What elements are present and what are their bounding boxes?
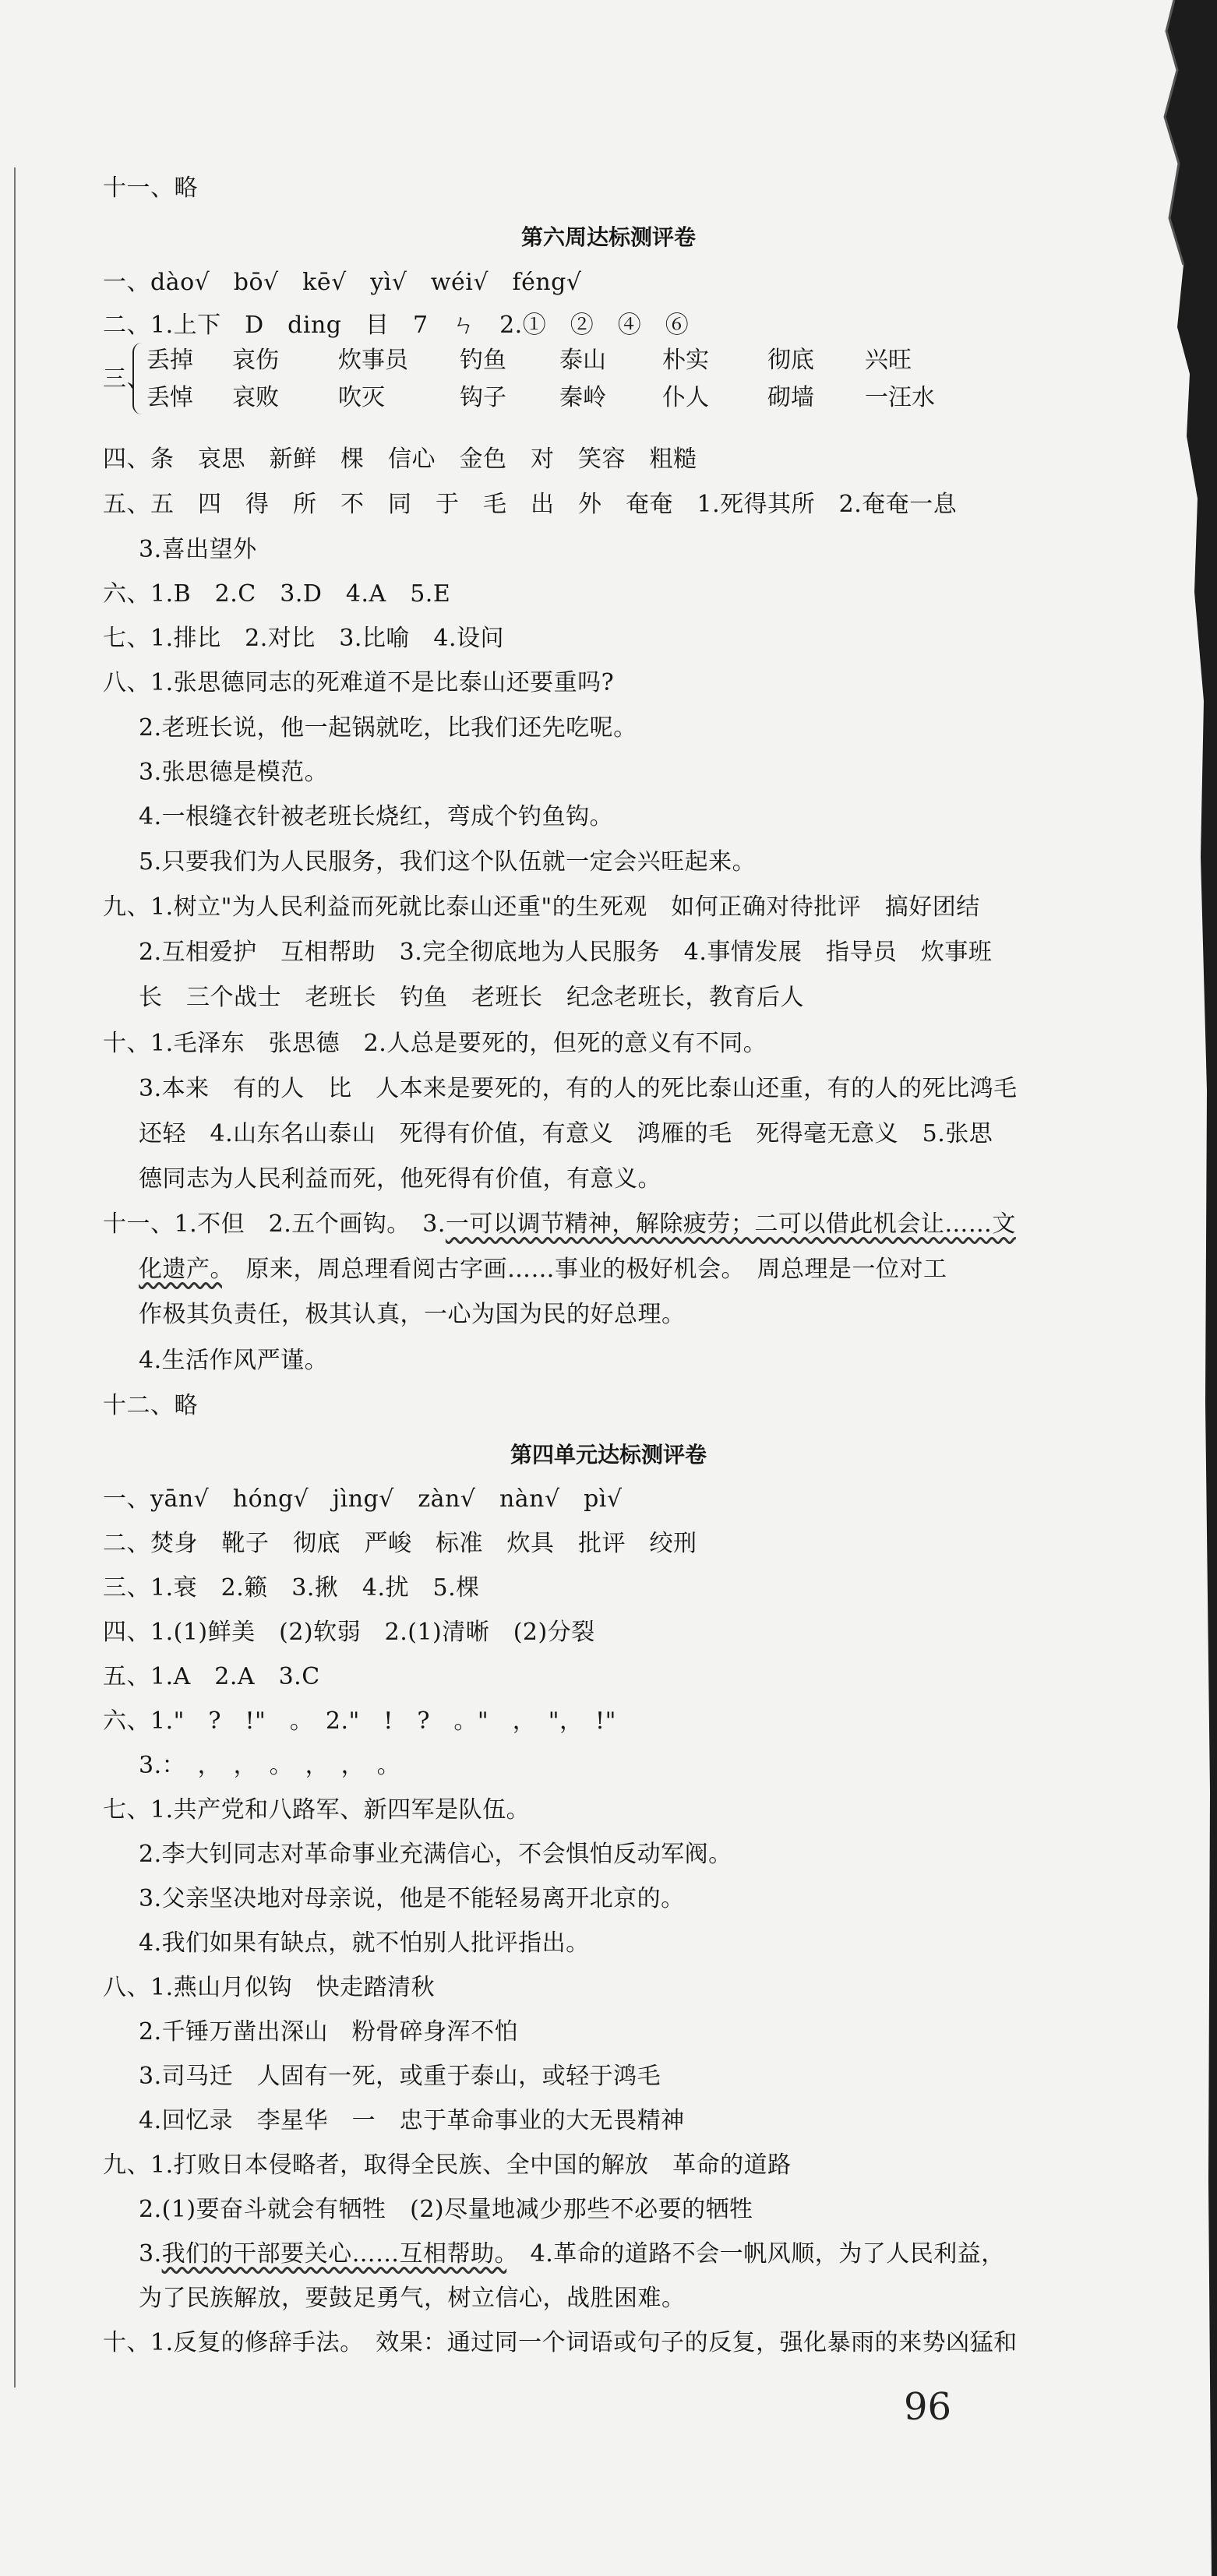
answer-line: 3.本来 有的人 比 人本来是要死的，有的人的死比泰山还重，有的人的死比鸿毛	[139, 1075, 1018, 1102]
word-pair-top: 彻底	[767, 347, 814, 374]
answer-line: 2.李大钊同志对革命事业充满信心，不会惧怕反动军阀。	[139, 1841, 732, 1868]
word-pair-top: 钓鱼	[460, 347, 506, 374]
answer-line: 六、1." ? !" 。 2." ! ? 。" ， "， !"	[103, 1707, 616, 1735]
answer-line: 3.父亲坚决地对母亲说，他是不能轻易离开北京的。	[139, 1885, 685, 1912]
answer-line: 五、五 四 得 所 不 同 于 毛 出 外 奄奄 1.死得其所 2.奄奄一息	[103, 491, 958, 518]
answer-line: 3.司马迁 人固有一死，或重于泰山，或轻于鸿毛	[139, 2063, 661, 2090]
word-pair-top: 丢掉	[146, 347, 193, 374]
answer-line: 十、1.毛泽东 张思德 2.人总是要死的，但死的意义有不同。	[103, 1030, 767, 1057]
word-pair-top: 哀伤	[232, 347, 279, 374]
answer-line: 十二、略	[103, 1392, 198, 1419]
week6-test-title: 第六周达标测评卷	[520, 224, 696, 250]
answer-line: 德同志为人民利益而死，他死得有价值，有意义。	[139, 1165, 661, 1193]
answer-line: 二、1.上下 D ding 目 7 ㄣ 2.① ② ④ ⑥	[103, 312, 690, 339]
answer-line: 七、1.排比 2.对比 3.比喻 4.设问	[103, 625, 504, 652]
answer-line: 为了民族解放，要鼓足勇气，树立信心，战胜困难。	[139, 2285, 686, 2312]
brace-bracket	[132, 343, 145, 414]
answer-line: 四、条 哀思 新鲜 棵 信心 金色 对 笑容 粗糙	[103, 446, 697, 473]
answer-text: 3.	[139, 2240, 162, 2268]
answer-line: 作极其负责任，极其认真，一心为国为民的好总理。	[139, 1301, 686, 1328]
answer-line: 四、1.(1)鲜美 (2)软弱 2.(1)清晰 (2)分裂	[103, 1619, 595, 1646]
word-pair-bottom: 仆人	[662, 384, 709, 411]
answer-line	[103, 1209, 1016, 1240]
unit4-test-title: 第四单元达标测评卷	[510, 1442, 707, 1468]
word-pair-top: 朴实	[662, 347, 709, 374]
answer-line: 三、1.衰 2.籁 3.揪 4.扰 5.棵	[103, 1574, 480, 1602]
word-pair-top: 炊事员	[338, 347, 408, 374]
torn-page-edge	[1143, 0, 1217, 2576]
answer-line: 九、1.打败日本侵略者，取得全民族、全中国的解放 革命的道路	[103, 2151, 792, 2179]
underlined-quote: 化遗产。	[139, 1256, 222, 1283]
answer-line: 长 三个战士 老班长 钓鱼 老班长 纪念老班长，教育后人	[139, 984, 804, 1011]
answer-line: 2.互相爱护 互相帮助 3.完全彻底地为人民服务 4.事情发展 指导员 炊事班	[139, 939, 993, 966]
word-pair-bottom: 秦岭	[559, 384, 606, 411]
answer-line: 二、焚身 靴子 彻底 严峻 标准 炊具 批评 绞刑	[103, 1530, 697, 1557]
answer-line: 2.千锤万凿出深山 粉骨碎身浑不怕	[139, 2018, 519, 2046]
answer-line	[139, 1254, 947, 1285]
word-pair-bottom: 哀败	[232, 384, 279, 411]
word-pair-bottom: 钩子	[460, 384, 506, 411]
answer-line: 一、dào√ bō√ kē√ yì√ wéi√ féng√	[103, 269, 582, 296]
margin-line	[14, 167, 16, 2387]
word-pair-bottom: 一汪水	[865, 384, 935, 411]
answer-line: 十、1.反复的修辞手法。 效果：通过同一个词语或句子的反复，强化暴雨的来势凶猛和	[103, 2329, 1018, 2356]
answer-line: 2.(1)要奋斗就会有牺牲 (2)尽量地减少那些不必要的牺牲	[139, 2196, 753, 2223]
answer-line: 五、1.A 2.A 3.C	[103, 1663, 320, 1690]
word-pair-top: 泰山	[559, 347, 606, 374]
answer-line: 4.生活作风严谨。	[139, 1347, 329, 1374]
answer-line: 3.： ， ， 。 ， ， 。	[139, 1752, 401, 1779]
answer-line: 八、1.燕山月似钩 快走踏清秋	[103, 1974, 436, 2001]
word-pair-bottom: 吹灭	[338, 384, 385, 411]
answer-text: 十一、1.不但 2.五个画钩。 3.	[103, 1210, 446, 1238]
answer-line: 2.老班长说，他一起锅就吃，比我们还先吃呢。	[139, 714, 637, 742]
answer-text: 4.革命的道路不会一帆风顺，为了人民利益，	[506, 2240, 1005, 2268]
answer-line: 4.一根缝衣针被老班长烧红，弯成个钓鱼钩。	[139, 803, 614, 830]
word-pair-bottom: 丢悼	[146, 384, 193, 411]
answer-line: 4.我们如果有缺点，就不怕别人批评指出。	[139, 1929, 590, 1957]
answer-text: 周总理是一位对工	[733, 1256, 947, 1283]
answer-line: 一、yān√ hóng√ jìng√ zàn√ nàn√ pì√	[103, 1485, 623, 1513]
answer-line: 3.张思德是模范。	[139, 759, 329, 786]
answer-line: 七、1.共产党和八路军、新四军是队伍。	[103, 1796, 531, 1824]
answer-line	[139, 2239, 1005, 2270]
underlined-quote: 一可以调节精神，解除疲劳；二可以借此机会让……文	[445, 1210, 1016, 1238]
word-pair-bottom: 砌墙	[767, 384, 814, 411]
answer-line: 九、1.树立"为人民利益而死就比泰山还重"的生死观 如何正确对待批评 搞好团结	[103, 893, 980, 921]
answer-line: 还轻 4.山东名山泰山 死得有价值，有意义 鸿雁的毛 死得毫无意义 5.张思	[139, 1120, 993, 1147]
answer-line: 4.回忆录 李星华 一 忠于革命事业的大无畏精神	[139, 2107, 685, 2134]
answer-line: 六、1.B 2.C 3.D 4.A 5.E	[103, 580, 451, 608]
page-number: 96	[904, 2385, 952, 2429]
answer-line: 3.喜出望外	[139, 536, 257, 563]
underlined-quote: 我们的干部要关心……互相帮助。	[161, 2240, 507, 2268]
word-pair-top: 兴旺	[865, 347, 912, 374]
answer-line: 5.只要我们为人民服务，我们这个队伍就一定会兴旺起来。	[139, 848, 757, 876]
answer-line: 八、1.张思德同志的死难道不是比泰山还要重吗?	[103, 669, 615, 696]
answer-line-label: 三、	[103, 365, 150, 393]
section-end-line: 十一、略	[103, 174, 198, 202]
answer-text: 原来，周总理看阅古字画……事业的极好机会。	[222, 1256, 733, 1283]
